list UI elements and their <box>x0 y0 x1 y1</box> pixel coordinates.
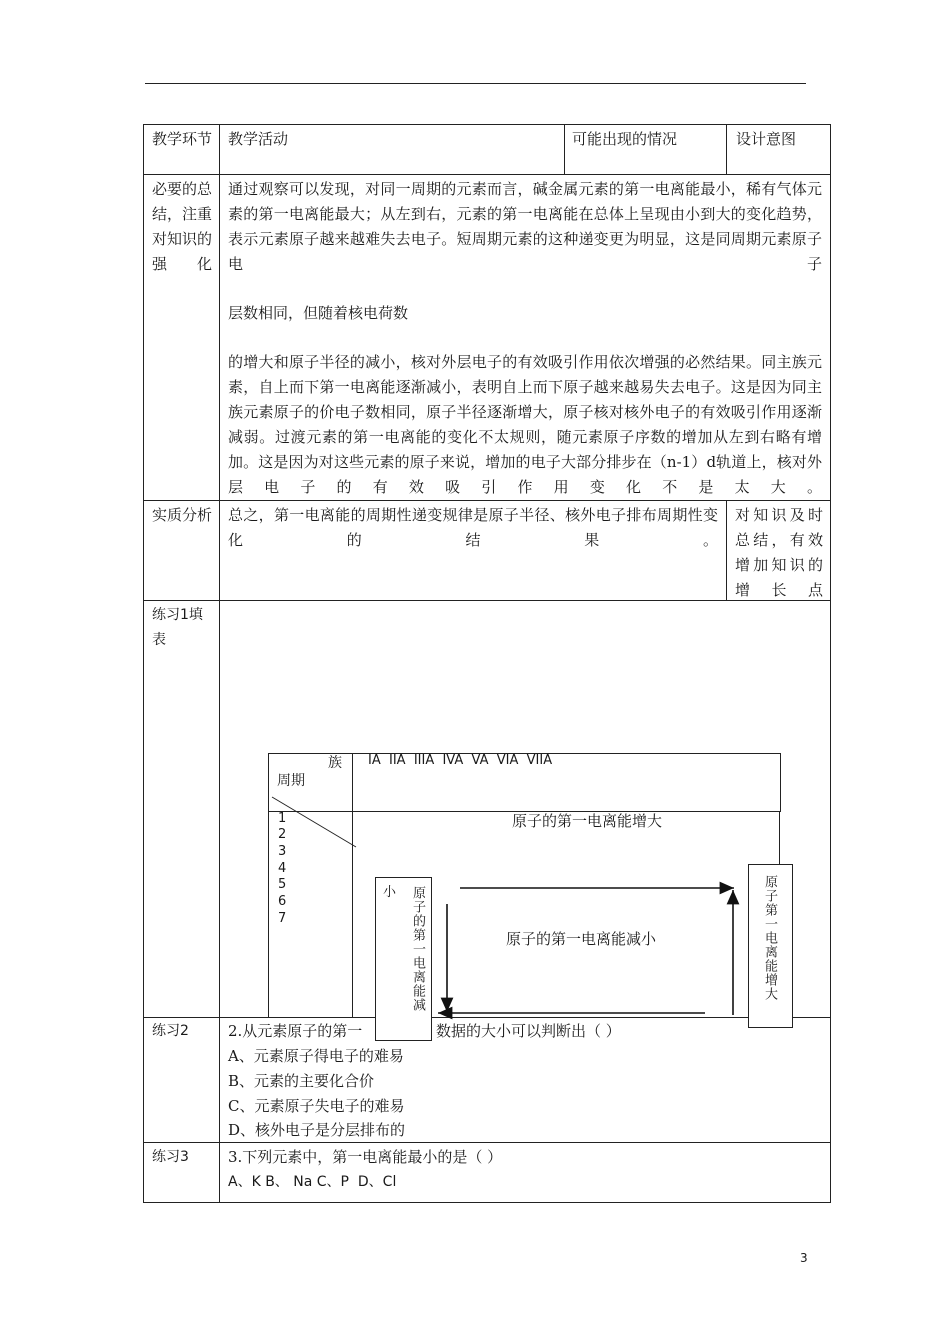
exercise3-question: 3.下列元素中，第一电离能最小的是（ ） <box>228 1148 503 1166</box>
period-number: 7 <box>278 911 287 926</box>
exercise2-question-start: 2.从元素原子的第一 <box>228 1022 363 1040</box>
corner-period-label: 周期 <box>277 773 305 789</box>
exercise2-label: 练习2 <box>152 1023 189 1039</box>
exercise2-option: D、核外电子是分层排布的 <box>228 1121 406 1139</box>
summary-paragraph-3: 的增大和原子半径的减小，核对外层电子的有效吸引作用依次增强的必然结果。同主族元素，自上而下第一电离能逐渐减小，表明自上而下原子越来越易失去电子。这是因为同主族元素原子的价电子数相同，原子半径逐渐增大，原子核对核外电子的有效吸引作用逐渐减弱。过渡元素的第一电离能的变化不太规则，随元素原子序数的增加从左到右略有增加。这是因为对这些元素的原子来说，增加的电子大部分排步在（n-1）d轨道上，核对外层电子的有效吸引作用变化不是太大。 <box>228 353 822 496</box>
exercise2-option: C、元素原子失电子的难易 <box>228 1097 405 1115</box>
period-number: 6 <box>278 894 287 909</box>
exercise2-question-end: 数据的大小可以判断出（ ） <box>436 1022 621 1040</box>
left-box-small-label: 小 <box>383 885 397 900</box>
header-intent-label: 设计意图 <box>736 130 797 148</box>
group-headers: IA IIA IIIA IVA VA VIA VIIA <box>368 753 553 768</box>
period-number: 5 <box>278 877 287 892</box>
left-box-text: 原子的第一电离能减 <box>410 886 425 1012</box>
exercise3-options: A、K B、 Na C、P D、Cl <box>228 1174 397 1190</box>
summary-paragraph-2: 层数相同，但随着核电荷数 <box>228 304 409 322</box>
essence-section-label: 实质分析 <box>152 506 213 524</box>
period-number: 3 <box>278 844 287 859</box>
page-number: 3 <box>800 1251 808 1265</box>
exercise3-label: 练习3 <box>152 1149 189 1165</box>
period-number: 1 <box>278 811 287 826</box>
trend-arrows <box>400 870 745 1020</box>
exercise1-label: 练习1填表 <box>152 607 203 648</box>
header-situation-label: 可能出现的情况 <box>572 130 678 148</box>
summary-paragraph-1: 通过观察可以发现，对同一周期的元素而言，碱金属元素的第一电离能最小，稀有气体元素的第一电离能最大；从左到右，元素的第一电离能在总体上呈现由小到大的变化趋势，表示元素原子越来越难失去电子。短周期元素的这种递变更为明显，这是同周期元素原子电子 <box>228 180 822 273</box>
period-number: 4 <box>278 861 287 876</box>
exercise2-option: A、元素原子得电子的难易 <box>228 1047 404 1065</box>
right-box-text: 原子第一电离能增大 <box>762 875 777 1001</box>
period-number: 2 <box>278 827 287 842</box>
first-ionization-increase-label: 原子的第一电离能增大 <box>512 812 663 830</box>
essence-intent: 对知识及时总结，有效增加知识的增长点 <box>735 506 823 599</box>
header-rule <box>145 83 806 84</box>
exercise2-option: B、元素的主要化合价 <box>228 1072 375 1090</box>
first-ionization-decrease-label: 原子的第一电离能减小 <box>506 930 657 948</box>
header-activity-label: 教学活动 <box>228 130 289 148</box>
essence-text: 总之，第一电离能的周期性递变规律是原子半径、核外电子排布周期性变化的结果。 <box>228 506 718 549</box>
header-section-label: 教学环节 <box>152 130 213 148</box>
corner-group-label: 族 <box>328 755 342 771</box>
summary-section-label: 必要的总结，注重对知识的强化 <box>152 180 213 273</box>
